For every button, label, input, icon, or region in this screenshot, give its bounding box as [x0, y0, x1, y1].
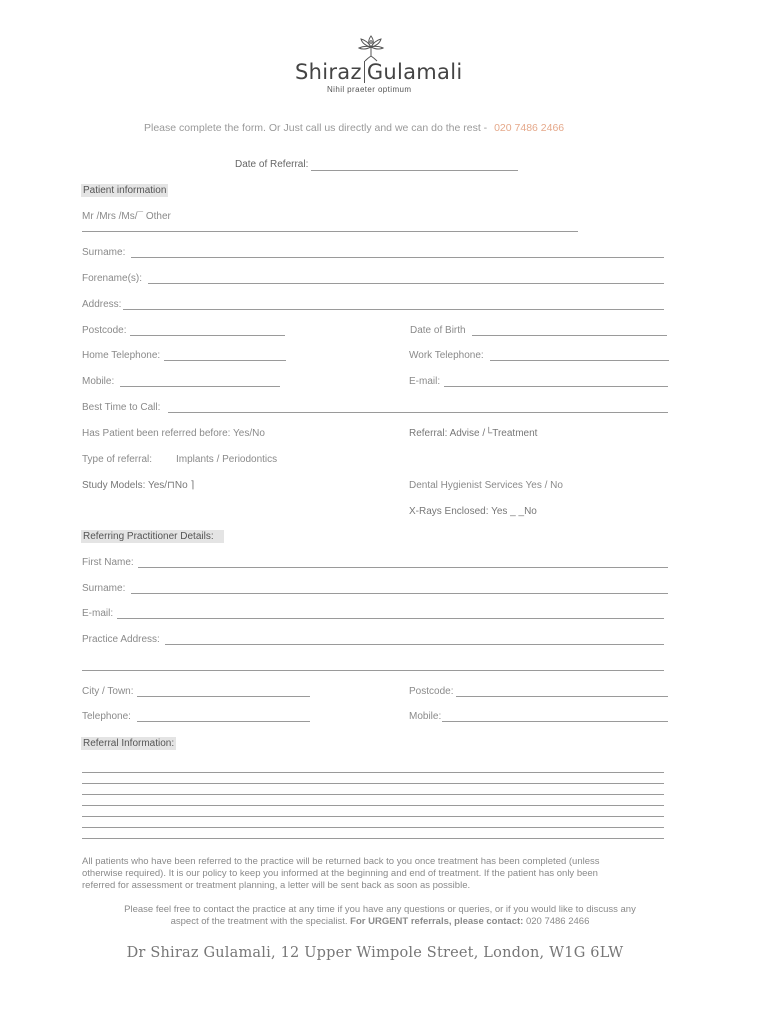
forename-field[interactable] [148, 283, 664, 284]
referral-info-line[interactable] [82, 827, 664, 828]
referral-info-line[interactable] [82, 783, 664, 784]
work-tel-label: Work Telephone: [409, 350, 484, 361]
contact-line-2 [82, 916, 678, 928]
dob-field[interactable] [472, 335, 667, 336]
prac-surname-field[interactable] [131, 593, 668, 594]
brand-name-left: Shiraz [295, 60, 362, 84]
surname-label: Surname: [82, 247, 126, 258]
notice-line-1: All patients who have been referred to the practice will be returned back to you once treatment has been completed (unless [82, 856, 600, 867]
first-name-label: First Name: [82, 557, 134, 568]
city-field[interactable] [137, 696, 310, 697]
intro-text: Please complete the form. Or Just call us directly and we can do the rest - [144, 122, 488, 134]
brand-tagline: Nihil praeter optimum [327, 85, 412, 94]
practice-address-field-2[interactable] [82, 670, 664, 671]
xrays-enclosed[interactable]: X-Rays Enclosed: Yes _ _No [409, 506, 537, 517]
brand-divider [364, 61, 365, 83]
practice-address-field[interactable] [165, 644, 664, 645]
work-tel-field[interactable] [490, 360, 669, 361]
urgent-phone[interactable]: 020 7486 2466 [525, 916, 590, 927]
patient-heading: Patient information [83, 185, 167, 196]
postcode-label: Postcode: [82, 325, 127, 336]
mobile-label: Mobile: [82, 376, 115, 387]
first-name-field[interactable] [138, 567, 668, 568]
address-field[interactable] [123, 309, 664, 310]
address-label: Address: [82, 299, 122, 310]
date-of-referral-label: Date of Referral: [235, 159, 309, 170]
type-of-referral-label: Type of referral: [82, 454, 153, 465]
urgent-label: For URGENT referrals, please contact: [350, 916, 524, 927]
home-tel-label: Home Telephone: [82, 350, 161, 361]
prac-surname-label: Surname: [82, 583, 126, 594]
mobile-field[interactable] [120, 386, 280, 387]
referral-info-line[interactable] [82, 772, 664, 773]
contact-line-1: Please feel free to contact the practice at any time if you have any questions or queries, or if you would like to discuss any [124, 904, 636, 915]
referral-info-line[interactable] [82, 794, 664, 795]
notice-line-3: referred for assessment or treatment planning, a letter will be sent back as soon as possible. [82, 880, 471, 891]
prac-postcode-label: Postcode: [409, 686, 454, 697]
date-of-referral-field[interactable] [311, 170, 518, 171]
prac-postcode-field[interactable] [456, 696, 668, 697]
lotus-emblem-icon [356, 34, 386, 62]
referral-info-line[interactable] [82, 838, 664, 839]
prac-email-field[interactable] [117, 618, 664, 619]
footer-address: Dr Shiraz Gulamali, 12 Upper Wimpole Street, London, W1G 6LW [126, 945, 624, 961]
prac-telephone-field[interactable] [137, 721, 310, 722]
title-field[interactable] [82, 231, 578, 232]
brand-name-right: Gulamali [366, 60, 463, 84]
logo [295, 34, 477, 96]
prac-email-label: E-mail: [82, 608, 114, 619]
intro-phone[interactable]: 020 7486 2466 [494, 122, 565, 134]
email-field[interactable] [444, 386, 668, 387]
postcode-field[interactable] [130, 335, 285, 336]
hygienist-services[interactable]: Dental Hygienist Services Yes / No [409, 480, 563, 491]
referral-info-line[interactable] [82, 816, 664, 817]
referral-options[interactable]: Implants / Periodontics [176, 454, 278, 465]
referral-advise-treatment[interactable]: Referral: Advise /└Treatment [409, 428, 538, 439]
intro-line [144, 122, 564, 134]
prac-mobile-label: Mobile: [409, 711, 442, 722]
best-time-field[interactable] [168, 412, 668, 413]
contact-line-2-text: aspect of the treatment with the specialist. [170, 916, 348, 927]
forename-label: Forename(s): [82, 273, 143, 284]
practitioner-heading: Referring Practitioner Details: [81, 530, 224, 543]
dob-label: Date of Birth [410, 325, 466, 336]
best-time-label: Best Time to Call: [82, 402, 161, 413]
referral-info-line[interactable] [82, 805, 664, 806]
email-label: E-mail: [409, 376, 441, 387]
surname-field[interactable] [131, 257, 664, 258]
title-label: Mr /Mrs /Ms/¯ Other [82, 211, 171, 222]
city-label: City / Town: [82, 686, 134, 697]
notice-paragraph [82, 856, 600, 892]
study-models[interactable]: Study Models: Yes/⊓No ⌉ [82, 480, 195, 491]
practice-address-label: Practice Address: [82, 634, 160, 645]
prac-telephone-label: Telephone: [82, 711, 131, 722]
notice-line-2: otherwise required). It is our policy to keep you informed at the beginning and end of treatment. If the patient has only been [82, 868, 598, 879]
home-tel-field[interactable] [164, 360, 286, 361]
referral-info-heading: Referral Information: [83, 738, 175, 749]
contact-paragraph [82, 904, 678, 928]
referred-before[interactable]: Has Patient been referred before: Yes/No [82, 428, 265, 439]
prac-mobile-field[interactable] [442, 721, 668, 722]
